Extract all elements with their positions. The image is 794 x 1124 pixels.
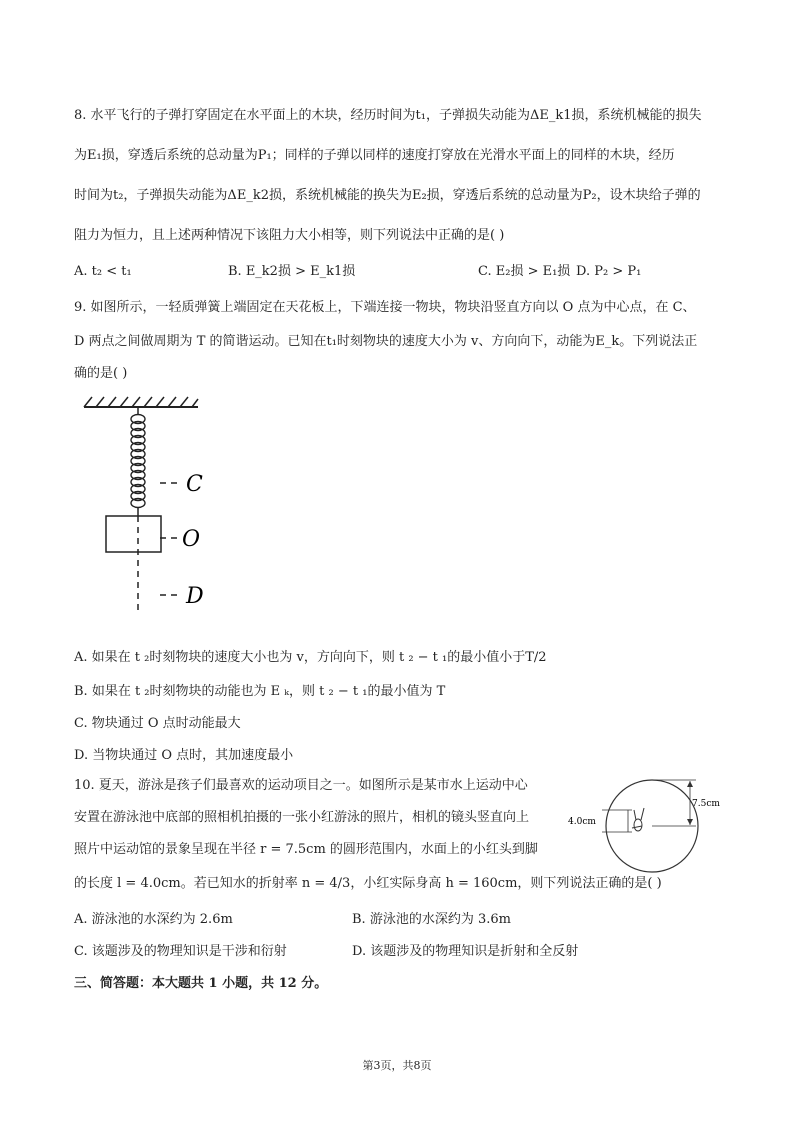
label-d: D <box>186 584 204 609</box>
q10-option-d[interactable]: D. 该题涉及的物理知识是折射和全反射 <box>352 944 579 959</box>
q10-line-3: 照片中运动馆的景象呈现在半径 r = 7.5cm 的圆形范围内，水面上的小红头到脚 <box>74 842 538 857</box>
q9-option-d[interactable]: D. 当物块通过 O 点时，其加速度最小 <box>74 748 294 763</box>
spring-oscillator-figure <box>78 392 228 622</box>
q8-line-2: 为E₁损，穿透后系统的总动量为P₁；同样的子弹以同样的速度打穿放在光滑水平面上的同样的木块，经历 <box>74 148 675 163</box>
q9-option-b[interactable]: B. 如果在 t ₂时刻物块的动能也为 E ₖ，则 t ₂ − t ₁的最小值为 T <box>74 684 446 699</box>
label-o: O <box>182 527 201 552</box>
q10-line-1: 10. 夏天，游泳是孩子们最喜欢的运动项目之一。如图所示是某市水上运动中心 <box>74 778 528 793</box>
q8-option-c[interactable]: C. E₂损 > E₁损 <box>478 264 571 279</box>
q8-line-4: 阻力为恒力，且上述两种情况下该阻力大小相等，则下列说法中正确的是( ) <box>74 228 505 243</box>
q10-option-c[interactable]: C. 该题涉及的物理知识是干涉和衍射 <box>74 944 287 959</box>
q8-option-a[interactable]: A. t₂ < t₁ <box>74 264 132 279</box>
q9-option-a[interactable]: A. 如果在 t ₂时刻物块的速度大小也为 v，方向向下，则 t ₂ − t ₁的最小值小于T/2 <box>74 650 547 665</box>
q10-line-4: 的长度 l = 4.0cm。若已知水的折射率 n = 4/3，小红实际身高 h = 160cm，则下列说法正确的是( ) <box>74 876 662 891</box>
q10-option-b[interactable]: B. 游泳池的水深约为 3.6m <box>352 912 511 927</box>
section-3-heading: 三、简答题：本大题共 1 小题，共 12 分。 <box>74 976 328 991</box>
pool-photo-figure <box>566 776 726 876</box>
length-label: 4.0cm <box>568 817 596 827</box>
q8-option-b[interactable]: B. E_k2损 > E_k1损 <box>228 264 356 279</box>
q9-line-1: 9. 如图所示，一轻质弹簧上端固定在天花板上，下端连接一物块，物块沿竖直方向以 O 点为中心点，在 C、 <box>74 300 696 315</box>
label-c: C <box>186 472 203 497</box>
q9-line-3: 确的是( ) <box>74 366 128 381</box>
q8-line-3: 时间为t₂，子弹损失动能为ΔE_k2损，系统机械能的换失为E₂损，穿透后系统的总动量为P₂，设木块给子弹的 <box>74 188 701 203</box>
q9-line-2: D 两点之间做周期为 T 的简谐运动。已知在t₁时刻物块的速度大小为 v、方向向下，动能为E_k。下列说法正 <box>74 334 698 349</box>
q10-option-a[interactable]: A. 游泳池的水深约为 2.6m <box>74 912 233 927</box>
q9-option-c[interactable]: C. 物块通过 O 点时动能最大 <box>74 716 241 731</box>
q8-line-1: 8. 水平飞行的子弹打穿固定在水平面上的木块，经历时间为t₁，子弹损失动能为ΔE_k1损，系统机械能的损失 <box>74 108 702 123</box>
page-footer: 第3页，共8页 <box>362 1059 432 1072</box>
q8-option-d[interactable]: D. P₂ > P₁ <box>576 264 642 279</box>
radius-label: 7.5cm <box>692 799 720 809</box>
q10-line-2: 安置在游泳池中底部的照相机拍摄的一张小红游泳的照片，相机的镜头竖直向上 <box>74 810 530 825</box>
